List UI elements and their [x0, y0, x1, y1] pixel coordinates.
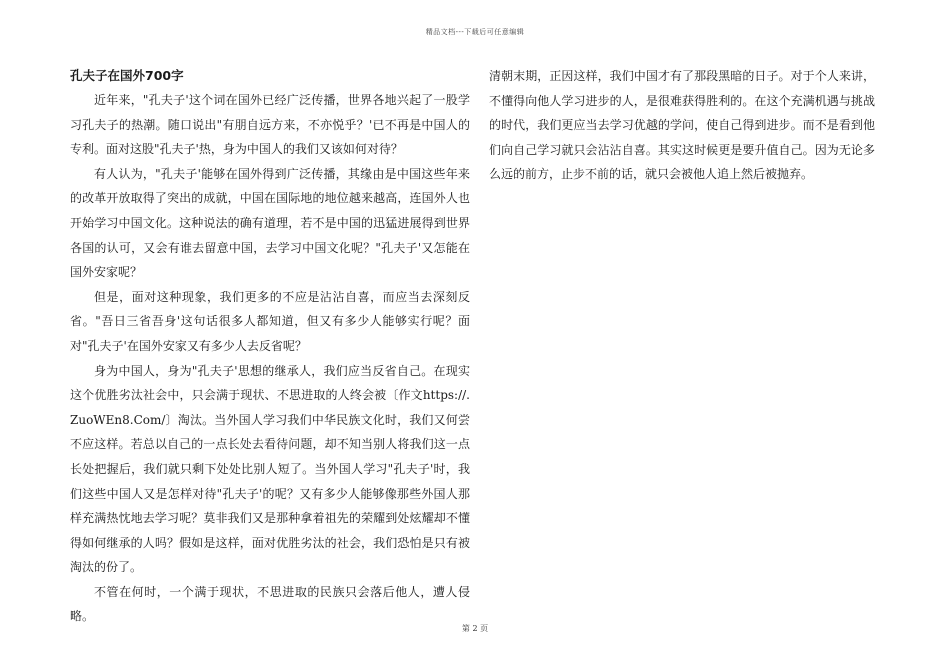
- left-column: [70, 64, 470, 629]
- paragraph-continuation: 清朝末期，正因这样，我们中国才有了那段黑暗的日子。对于个人来讲，不懂得向他人学习进步的人，是很难获得胜利的。在这个充满机遇与挑战的时代，我们更应当去学习优越的学问，使自己得到进步。而不是看到他们向自己学习就只会沾沾自喜。其实这时候更是要升值自己。因为无论多么远的前方，止步不前的话，就只会被他人追上然后被抛弃。: [489, 69, 875, 182]
- paragraph: 但是，面对这种现象，我们更多的不应是沾沾自喜，而应当去深刻反省。"吾日三省吾身'这句话很多人都知道，但又有多少人能够实行呢？面对"孔夫子'在国外安家又有多少人去反省呢？: [70, 289, 470, 353]
- paragraph: 有人认为，"孔夫子'能够在国外得到广泛传播，其缘由是中国这些年来的改革开放取得了突出的成就，中国在国际地的地位越来越高，连国外人也开始学习中国文化。这种说法的确有道理，若不是中国的迅猛进展得到世界各国的认可，又会有谁去留意中国，去学习中国文化呢？"孔夫子'又怎能在国外安家呢？: [70, 166, 470, 280]
- right-column: [489, 64, 875, 187]
- article-title: 孔夫子在国外700字: [70, 68, 184, 83]
- page-header: 精品文档---下载后可任意编辑: [425, 28, 525, 36]
- paragraph: 不管在何时，一个满于现状，不思进取的民族只会落后他人，遭人侵略。: [70, 584, 470, 624]
- paragraph: 近年来，"孔夫子'这个词在国外已经广泛传播，世界各地兴起了一股学习孔夫子的热潮。随口说出"有朋自远方来，不亦悦乎？'已不再是中国人的专利。面对这股"孔夫子'热，身为中国人的我们又该如何对待？: [70, 93, 470, 157]
- paragraph: 身为中国人，身为"孔夫子'思想的继承人，我们应当反省自己。在现实这个优胜劣汰社会中，只会满于现状、不思进取的人终会被〔作文https://.ZuoWEn8.Com/〕淘汰。当外国人学习我们中华民族文化时，我们又何尝不应这样。若总以自己的一点长处去看待问题，却不知当别人将我们这一点长处把握后，我们就只剩下处处比别人短了。当外国人学习"孔夫子'时，我们这些中国人又是怎样对待"孔夫子'的呢？又有多少人能够像那些外国人那样充满热忱地去学习呢？莫非我们又是那种拿着祖先的荣耀到处炫耀却不懂得如何继承的人吗？假如是这样，面对优胜劣汰的社会，我们恐怕是只有被淘汰的份了。: [70, 363, 470, 575]
- page-number: 第 2 页: [461, 624, 489, 633]
